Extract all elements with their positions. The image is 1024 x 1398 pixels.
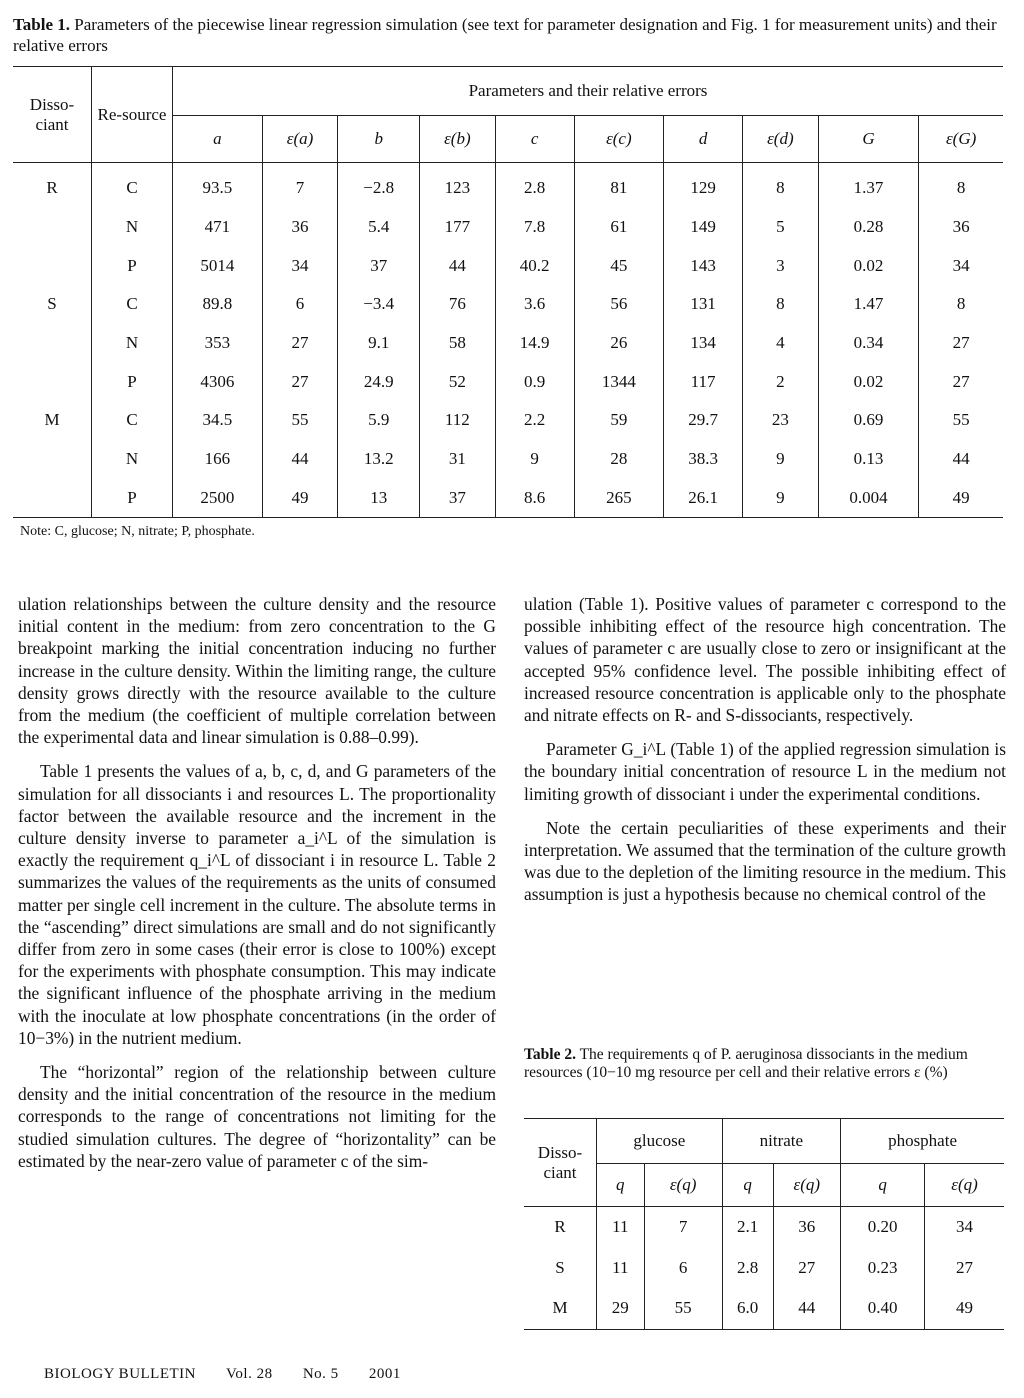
t1-cell: 353 [173, 324, 263, 363]
t1-cell: 7 [262, 163, 338, 208]
paragraph: Table 1 presents the values of a, b, c, d, and G parameters of the simulation for all dissociants i and resources L. The proportionality factor between the available resource and the increment in the culture density inverse to parameter a_i^L of the simulation is exactly the requirement q_i^L of dissociant i in resource L. Table 2 summarizes the values of the requirements as the units of consumed matter per single cell increment in the culture. The absolute terms in the “ascending” direct simulations are small and do not significantly differ from zero in some cases (their error is close to 100%) except for the experiments with phosphate consumption. This may indicate the significant influence of the phosphate arriving in the medium with the inoculate at low phosphate concentrations (in the order of 10−3%) in the nutrient medium. [18, 761, 496, 1048]
t2-cell: 6 [644, 1248, 722, 1289]
table2-caption-label: Table 2. [524, 1046, 576, 1063]
t1-cell: 129 [664, 163, 743, 208]
t1-cell: 2500 [173, 479, 263, 518]
table2-caption-text: The requirements q of P. aeruginosa dissociants in the medium resources (10−10 mg resource per cell and their relative errors ε (%) [524, 1046, 968, 1081]
t1-cell: 131 [664, 285, 743, 324]
t1-cell: 6 [262, 285, 338, 324]
t1-row [13, 362, 1003, 401]
t2-cell: 36 [773, 1207, 841, 1248]
t1-param-header: ε(a) [262, 116, 338, 163]
footer-journal: BIOLOGY BULLETIN [44, 1366, 197, 1382]
t2-cell: 11 [597, 1248, 645, 1289]
t1-cell: 8 [743, 285, 819, 324]
t1-cell: 0.02 [818, 246, 919, 285]
t1-cell: 44 [262, 440, 338, 479]
t1-cell: 89.8 [173, 285, 263, 324]
t2-cell: 0.40 [841, 1288, 925, 1329]
t2-cell: 0.23 [841, 1248, 925, 1289]
t1-cell: 52 [420, 362, 496, 401]
t1-cell: 149 [664, 208, 743, 247]
t1-body [13, 163, 1003, 518]
t1-cell: 0.004 [818, 479, 919, 518]
t2-group-header: nitrate [722, 1119, 840, 1164]
t1-cell-resource: P [92, 479, 173, 518]
t1-cell: 37 [420, 479, 496, 518]
t2-cell-dissociant: R [524, 1207, 597, 1248]
t1-cell: 23 [743, 401, 819, 440]
t1-row [13, 208, 1003, 247]
paragraph: ulation relationships between the culture density and the resource initial content in the medium: from zero concentration to the G breakpoint marking the initial concentration inducing no further increase in the culture density. Within the limiting range, the culture density grows directly with the resource available to the culture from the medium (the coefficient of multiple correlation between the experimental data and linear simulation is 0.88–0.99). [18, 594, 496, 748]
t2-cell: 7 [644, 1207, 722, 1248]
t2-header-dissociant: Disso-ciant [524, 1119, 597, 1207]
t1-cell-resource: C [92, 285, 173, 324]
t2-row [524, 1248, 1004, 1289]
t2-group-header: phosphate [888, 1131, 957, 1150]
t1-cell: 27 [952, 333, 970, 353]
t1-cell: 134 [664, 324, 743, 363]
t1-param-header: ε(d) [743, 116, 819, 163]
t1-cell: 117 [664, 362, 743, 401]
t1-cell: 8 [743, 163, 819, 208]
t2-cell: 27 [956, 1257, 974, 1277]
t1-cell: −3.4 [338, 285, 420, 324]
right-column [524, 593, 1006, 918]
t1-cell-dissociant [13, 362, 92, 401]
t1-cell-dissociant [13, 324, 92, 363]
table2-caption [524, 1046, 1006, 1082]
t1-cell: 49 [262, 479, 338, 518]
t1-cell: 38.3 [664, 440, 743, 479]
t1-cell: 0.69 [818, 401, 919, 440]
t1-header-group: Parameters and their relative errors [468, 81, 708, 100]
t1-cell: 24.9 [338, 362, 420, 401]
t2-cell: 2.1 [722, 1207, 773, 1248]
footer-number: No. 5 [302, 1366, 339, 1382]
t1-cell: 3.6 [495, 285, 574, 324]
t1-cell: 27 [262, 362, 338, 401]
t1-cell: 14.9 [495, 324, 574, 363]
t1-cell: 9 [743, 479, 819, 518]
t1-cell: 34 [262, 246, 338, 285]
t1-cell: 9.1 [338, 324, 420, 363]
t1-row [13, 324, 1003, 363]
t2-cell: 55 [644, 1288, 722, 1329]
t1-cell: 93.5 [173, 163, 263, 208]
table1-caption [13, 14, 1013, 56]
t1-cell: 40.2 [495, 246, 574, 285]
t1-cell: 4306 [173, 362, 263, 401]
table2 [524, 1118, 1004, 1330]
t1-row [13, 163, 1003, 208]
t1-cell: 8 [956, 178, 966, 198]
t1-cell: 31 [420, 440, 496, 479]
t1-param-header: c [495, 116, 574, 163]
t1-cell: −2.8 [338, 163, 420, 208]
t2-cell: 44 [773, 1288, 841, 1329]
t1-cell-dissociant [13, 479, 92, 518]
t1-row [13, 401, 1003, 440]
t1-cell: 4 [743, 324, 819, 363]
t2-sub-header: q [841, 1164, 925, 1207]
t1-cell: 76 [420, 285, 496, 324]
t1-cell: 8.6 [495, 479, 574, 518]
t2-sub-header: ε(q) [644, 1164, 722, 1207]
t1-cell: 26.1 [664, 479, 743, 518]
t1-cell: 45 [574, 246, 664, 285]
t2-cell: 29 [597, 1288, 645, 1329]
t1-cell-resource: C [92, 163, 173, 208]
t1-param-header: ε(b) [420, 116, 496, 163]
t1-cell: 13 [338, 479, 420, 518]
t1-cell-dissociant [13, 208, 92, 247]
t1-cell: 59 [574, 401, 664, 440]
t1-cell: 9 [495, 440, 574, 479]
t1-cell: 27 [262, 324, 338, 363]
t1-cell: 5.4 [338, 208, 420, 247]
t1-cell: 0.28 [818, 208, 919, 247]
t1-cell: 61 [574, 208, 664, 247]
t1-cell-dissociant: M [13, 401, 92, 440]
t1-cell-dissociant [13, 246, 92, 285]
t1-cell-dissociant: S [13, 285, 92, 324]
t1-cell-resource: P [92, 362, 173, 401]
t2-cell: 11 [597, 1207, 645, 1248]
t1-cell: 26 [574, 324, 664, 363]
table1 [13, 66, 1003, 518]
footer-volume: Vol. 28 [226, 1366, 273, 1382]
t1-cell: 29.7 [664, 401, 743, 440]
footer-year: 2001 [368, 1366, 401, 1382]
t1-cell: 177 [420, 208, 496, 247]
t1-cell: 112 [420, 401, 496, 440]
t1-cell: 34 [952, 255, 970, 275]
t1-cell-resource: N [92, 208, 173, 247]
t1-cell-dissociant [13, 440, 92, 479]
paragraph: ulation (Table 1). Positive values of parameter c correspond to the possible inhibiting effect of the resource high concentration. The values of parameter c are usually close to zero or insignificant at the accepted 95% confidence level. The possible inhibiting effect of increased resource concentration is applicable only to the phosphate and nitrate effects on R- and S-dissociants, respectively. [524, 594, 1006, 726]
t1-cell-resource: N [92, 440, 173, 479]
left-column [18, 593, 496, 1184]
t2-cell: 2.8 [722, 1248, 773, 1289]
t2-cell-dissociant: S [524, 1248, 597, 1289]
t1-cell: 1.37 [818, 163, 919, 208]
t1-param-header: a [173, 116, 263, 163]
page-footer [44, 1366, 427, 1383]
t1-cell: 3 [743, 246, 819, 285]
t1-cell: 28 [574, 440, 664, 479]
t1-cell: 13.2 [338, 440, 420, 479]
t1-cell: 471 [173, 208, 263, 247]
t2-cell: 6.0 [722, 1288, 773, 1329]
t2-row [524, 1207, 1004, 1248]
table1-caption-text: Parameters of the piecewise linear regression simulation (see text for parameter designation and Fig. 1 for measurement units) and their relative errors [13, 15, 997, 55]
t1-cell: 2.2 [495, 401, 574, 440]
t2-group-header: glucose [597, 1119, 723, 1164]
t1-cell: 34.5 [173, 401, 263, 440]
t1-cell: 0.13 [818, 440, 919, 479]
t1-param-header: d [664, 116, 743, 163]
t1-cell: 58 [420, 324, 496, 363]
t1-row [13, 479, 1003, 518]
t2-sub-header: ε(q) [925, 1164, 1004, 1207]
t1-param-header: ε(G) [919, 116, 1003, 163]
t2-cell: 0.20 [841, 1207, 925, 1248]
t1-cell: 2 [743, 362, 819, 401]
t2-cell-dissociant: M [524, 1288, 597, 1329]
table1-caption-label: Table 1. [13, 15, 71, 34]
t1-header-dissociant: Disso-ciant [13, 67, 92, 163]
t1-cell: 0.34 [818, 324, 919, 363]
t1-cell-dissociant: R [13, 163, 92, 208]
t1-cell: 166 [173, 440, 263, 479]
t1-cell: 123 [420, 163, 496, 208]
t2-sub-header: q [722, 1164, 773, 1207]
t1-cell: 5014 [173, 246, 263, 285]
t1-header-resource: Re-source [92, 67, 173, 163]
t1-cell: 0.02 [818, 362, 919, 401]
t2-body [524, 1207, 1004, 1330]
t2-sub-header-row [524, 1164, 1004, 1207]
t1-cell: 265 [574, 479, 664, 518]
t1-cell: 8 [956, 294, 966, 314]
t1-cell: 0.9 [495, 362, 574, 401]
t1-row [13, 440, 1003, 479]
t1-cell: 1344 [574, 362, 664, 401]
t1-cell: 7.8 [495, 208, 574, 247]
t1-param-header: ε(c) [574, 116, 664, 163]
t1-param-header: b [338, 116, 420, 163]
t1-cell: 44 [420, 246, 496, 285]
t1-cell: 36 [262, 208, 338, 247]
t1-cell-resource: C [92, 401, 173, 440]
t2-cell: 49 [925, 1288, 1004, 1329]
table1-note: Note: C, glucose; N, nitrate; P, phosphate. [20, 524, 255, 539]
t2-group-row [524, 1119, 1004, 1164]
t2-sub-header: ε(q) [773, 1164, 841, 1207]
t1-cell: 44 [952, 449, 970, 469]
t1-cell: 56 [574, 285, 664, 324]
t1-cell: 49 [919, 479, 1003, 518]
t1-cell: 55 [952, 410, 970, 430]
t1-cell: 55 [262, 401, 338, 440]
t1-cell: 5 [743, 208, 819, 247]
t1-cell: 81 [574, 163, 664, 208]
t1-cell: 27 [952, 371, 970, 391]
t2-cell: 34 [956, 1217, 974, 1237]
t1-row [13, 285, 1003, 324]
t2-row [524, 1288, 1004, 1329]
paragraph: Parameter G_i^L (Table 1) of the applied regression simulation is the boundary initial concentration of resource L in the medium not limiting growth of dissociant i under the experimental conditions. [524, 739, 1006, 804]
t1-cell: 1.47 [818, 285, 919, 324]
paragraph: Note the certain peculiarities of these experiments and their interpretation. We assumed that the termination of the culture growth was due to the depletion of the limiting resource in the medium. This assumption is just a hypothesis because no chemical control of the [524, 817, 1006, 905]
paragraph: The “horizontal” region of the relationship between culture density and the initial concentration of the resource in the medium corresponds to the range of concentrations not limiting for the studied simulation cultures. The degree of “horizontality” can be estimated by the near-zero value of parameter c of the sim- [18, 1062, 496, 1171]
t1-cell-resource: N [92, 324, 173, 363]
t1-cell: 143 [664, 246, 743, 285]
t1-cell: 37 [338, 246, 420, 285]
t1-cell: 9 [743, 440, 819, 479]
t1-cell-resource: P [92, 246, 173, 285]
t1-cell: 36 [952, 217, 970, 237]
t1-param-header: G [818, 116, 919, 163]
t2-sub-header: q [597, 1164, 645, 1207]
t1-cell: 2.8 [495, 163, 574, 208]
t1-cell: 5.9 [338, 401, 420, 440]
t2-cell: 27 [773, 1248, 841, 1289]
t1-row [13, 246, 1003, 285]
